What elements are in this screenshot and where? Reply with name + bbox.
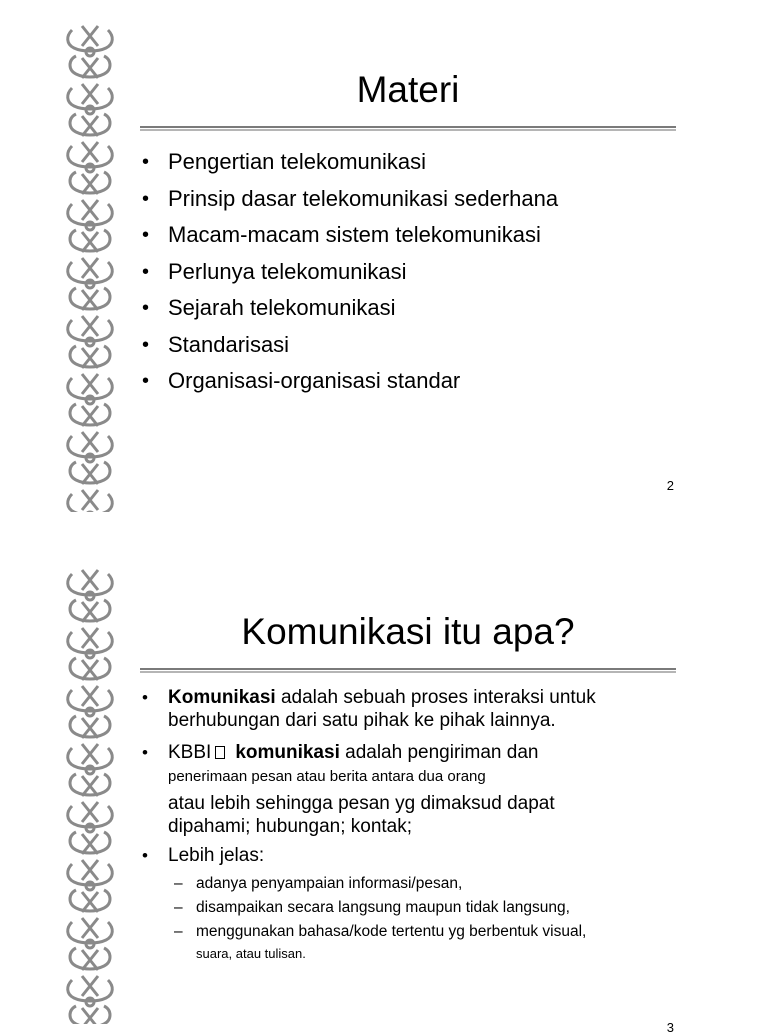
bullet-icon: • [142, 297, 150, 319]
ornamental-border [62, 568, 118, 1024]
definition-content [140, 686, 680, 963]
dash-icon: – [174, 899, 183, 916]
title-divider [140, 126, 676, 131]
list-item: • Macam-macam sistem telekomunikasi [140, 217, 680, 254]
slide-3 [0, 512, 768, 1035]
slide-2 [0, 0, 768, 512]
bullet-icon: • [142, 688, 148, 707]
sub-list-continuation: suara, atau tulisan. [196, 946, 306, 961]
topic-list [140, 144, 680, 400]
bullet-icon: • [142, 743, 148, 762]
bullet-icon: • [142, 224, 150, 246]
list-item: • Pengertian telekomunikasi [140, 144, 680, 181]
dash-icon: – [174, 923, 183, 940]
list-item: • Komunikasi adalah sebuah proses interaksi untuk berhubungan dari satu pihak ke pihak lainnya. [142, 687, 596, 731]
arrow-symbol-icon [215, 746, 225, 759]
list-item: • Lebih jelas: [142, 845, 265, 866]
slide-title: Komunikasi itu apa? [241, 611, 575, 652]
bullet-icon: • [142, 333, 150, 356]
ornamental-border [62, 24, 118, 512]
list-item: • Standarisasi [140, 327, 680, 364]
sub-list-item: – adanya penyampaian informasi/pesan, [174, 875, 463, 892]
list-item: • Prinsip dasar telekomunikasi sederhana [140, 181, 680, 218]
sub-list-item: – disampaikan secara langsung maupun tidak langsung, [174, 899, 570, 916]
slide-title: Materi [356, 69, 460, 110]
bullet-icon: • [142, 370, 150, 392]
sub-list-item: – menggunakan bahasa/kode tertentu yg berbentuk visual, [174, 923, 587, 940]
bullet-icon: • [142, 151, 150, 173]
page-number: 2 [666, 478, 674, 493]
list-item: • Organisasi-organisasi standar [140, 363, 680, 400]
bullet-icon: • [142, 846, 148, 865]
bullet-icon: • [142, 187, 150, 210]
dash-icon: – [174, 875, 183, 892]
page-number: 3 [666, 1020, 674, 1035]
bullet-icon: • [142, 260, 150, 283]
list-item: • Perlunya telekomunikasi [140, 254, 680, 291]
list-item: • Sejarah telekomunikasi [140, 290, 680, 327]
title-divider [140, 668, 676, 673]
list-item: • KBBI komunikasi adalah pengiriman dan penerimaan pesan atau berita antara dua orang atau lebih sehingga pesan yg dimaksud dapat dipahami; hubungan; kontak; [142, 742, 555, 837]
